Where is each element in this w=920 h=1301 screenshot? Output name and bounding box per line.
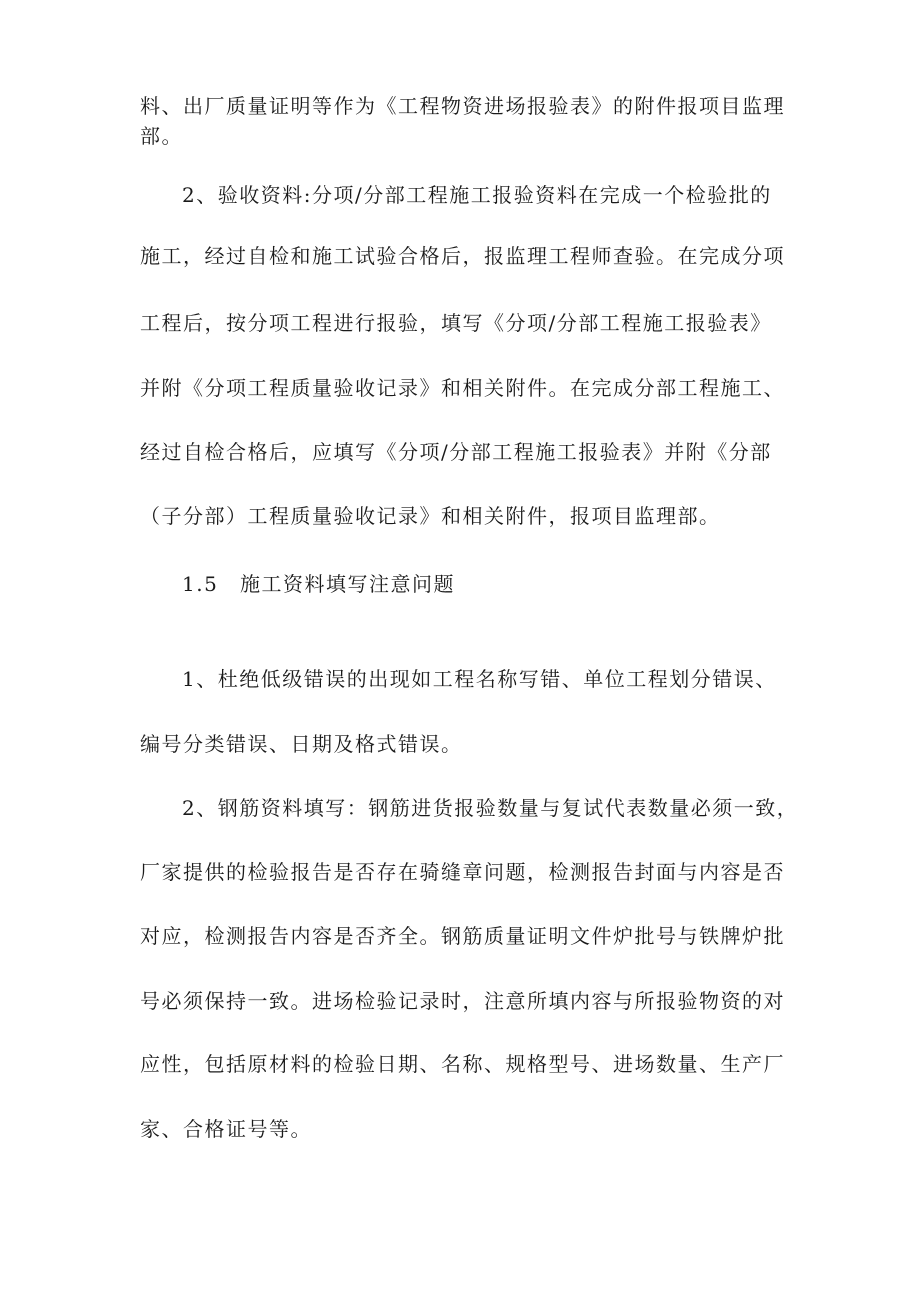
paragraph-2-line-1: 2、验收资料:分项/分部工程施工报验资料在完成一个检验批的 xyxy=(182,183,772,207)
paragraph-4-line-3: 对应，检测报告内容是否齐全。钢筋质量证明文件炉批号与铁牌炉批 xyxy=(140,924,785,948)
paragraph-1-line-1: 料、出厂质量证明等作为《工程物资进场报验表》的附件报项目监理 xyxy=(140,94,785,118)
paragraph-3-line-1: 1、杜绝低级错误的出现如工程名称写错、单位工程划分错误、 xyxy=(182,667,777,691)
paragraph-2-line-3: 工程后，按分项工程进行报验，填写《分项/分部工程施工报验表》 xyxy=(140,311,772,335)
paragraph-2-line-2: 施工，经过自检和施工试验合格后，报监理工程师查验。在完成分项 xyxy=(140,244,785,268)
section-title: 施工资料填写注意问题 xyxy=(240,572,455,596)
paragraph-2-line-6: （子分部）工程质量验收记录》和相关附件，报项目监理部。 xyxy=(140,504,721,528)
section-number: 1.5 xyxy=(182,572,219,596)
paragraph-3-line-2: 编号分类错误、日期及格式错误。 xyxy=(140,732,463,756)
paragraph-2-line-5: 经过自检合格后，应填写《分项/分部工程施工报验表》并附《分部 xyxy=(140,440,772,464)
paragraph-4-line-6: 家、合格证号等。 xyxy=(140,1117,312,1141)
paragraph-4-line-5: 应性，包括原材料的检验日期、名称、规格型号、进场数量、生产厂 xyxy=(140,1052,785,1076)
paragraph-4-line-1: 2、钢筋资料填写：钢筋进货报验数量与复试代表数量必须一致， xyxy=(182,796,799,820)
paragraph-1-line-2: 部。 xyxy=(140,124,183,148)
section-heading xyxy=(182,570,455,598)
paragraph-2-line-4: 并附《分项工程质量验收记录》和相关附件。在完成分部工程施工、 xyxy=(140,376,785,400)
paragraph-4-line-2: 厂家提供的检验报告是否存在骑缝章问题，检测报告封面与内容是否 xyxy=(140,860,785,884)
paragraph-4-line-4: 号必须保持一致。进场检验记录时，注意所填内容与所报验物资的对 xyxy=(140,989,785,1013)
